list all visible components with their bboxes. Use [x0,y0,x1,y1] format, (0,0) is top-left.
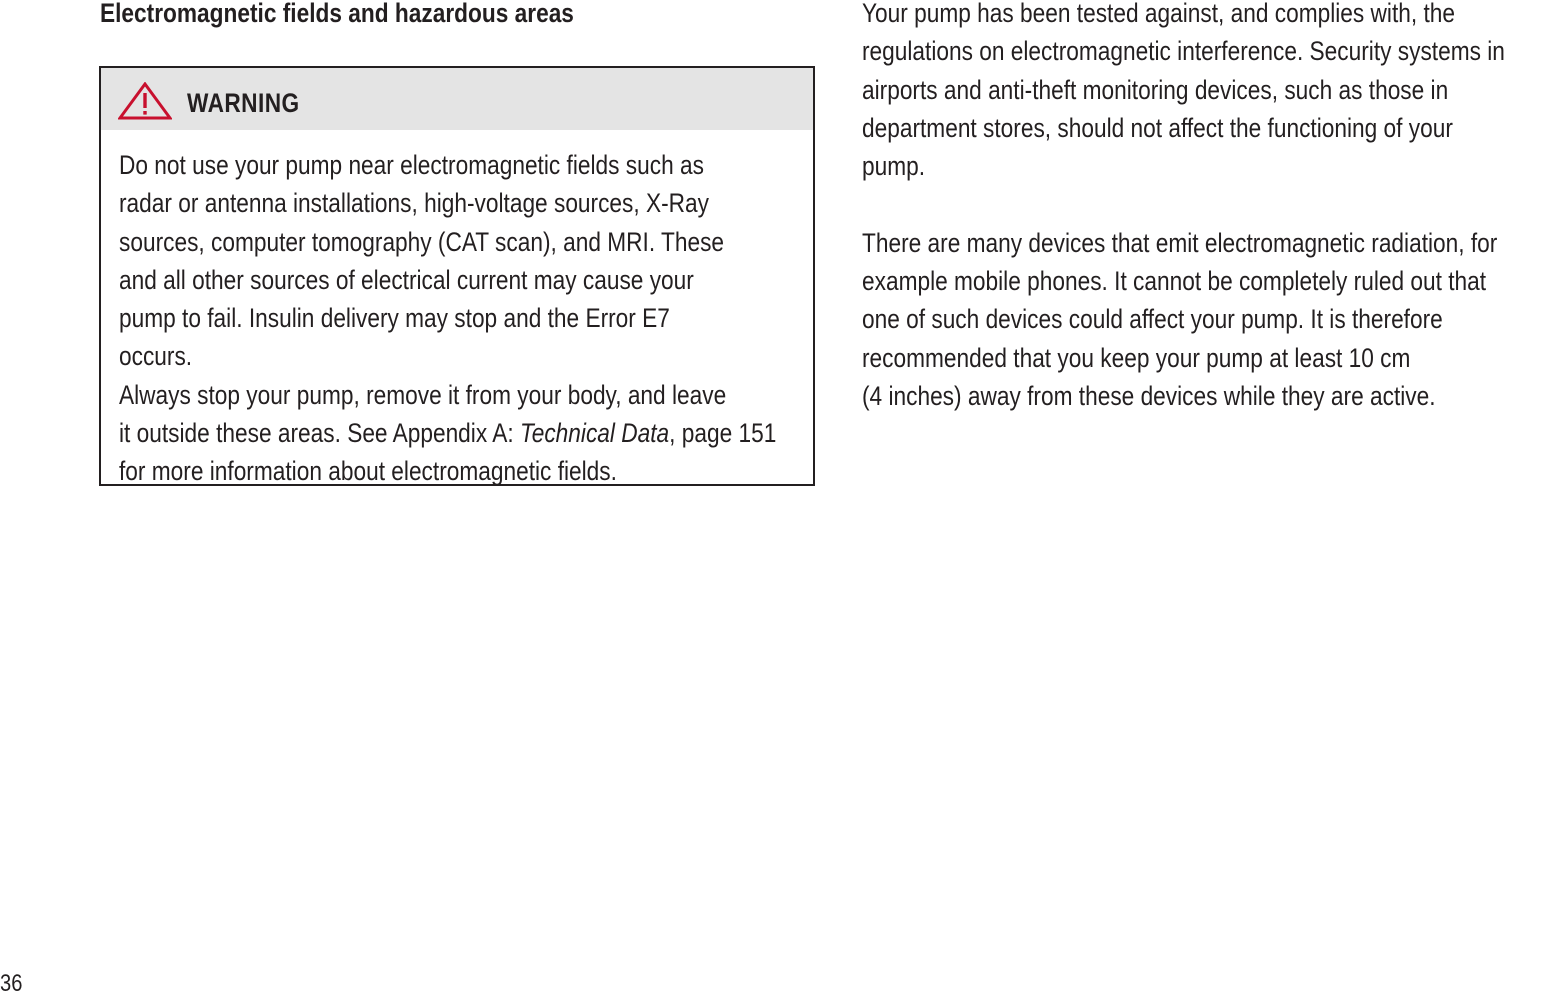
warning-line: radar or antenna installations, high-voltage sources, X-Ray [119,188,710,219]
section-title: Electromagnetic fields and hazardous areas [100,0,574,28]
warning-line: pump to fail. Insulin delivery may stop and the Error E7 [119,303,670,334]
warning-line: sources, computer tomography (CAT scan), and MRI. These [119,226,725,257]
right-column-text [862,0,1562,415]
warning-line: Do not use your pump near electromagnetic fields such as [119,150,704,180]
warning-line: occurs. [119,341,193,372]
warning-line: for more information about electromagnetic fields. [119,456,617,487]
warning-label: WARNING [187,88,300,118]
warning-header [101,68,813,130]
technical-data-reference: Technical Data [519,418,670,449]
paragraph-emi-compliance: Your pump has been tested against, and complies with, the regulations on electromagnetic interference. Security systems in airports and anti-theft monitoring devices, such as those in department stores, should not affect the functioning of your pump. [862,0,1505,182]
warning-box [99,66,815,486]
warning-triangle-icon [118,82,172,120]
warning-line: and all other sources of electrical current may cause your [119,264,694,295]
page-number: 36 [0,970,23,997]
paragraph-emr-devices: There are many devices that emit electromagnetic radiation, for example mobile phones. It cannot be completely ruled out that one of such devices could affect your pump. It is therefore recommended that you keep your pump at least 10 cm (4 inches) away from these devices while they are active. [862,227,1498,411]
warning-body [119,146,902,491]
warning-reference-line: it outside these areas. See Appendix A: Technical Data, page 151 [119,418,777,449]
warning-line: Always stop your pump, remove it from your body, and leave [119,379,727,410]
